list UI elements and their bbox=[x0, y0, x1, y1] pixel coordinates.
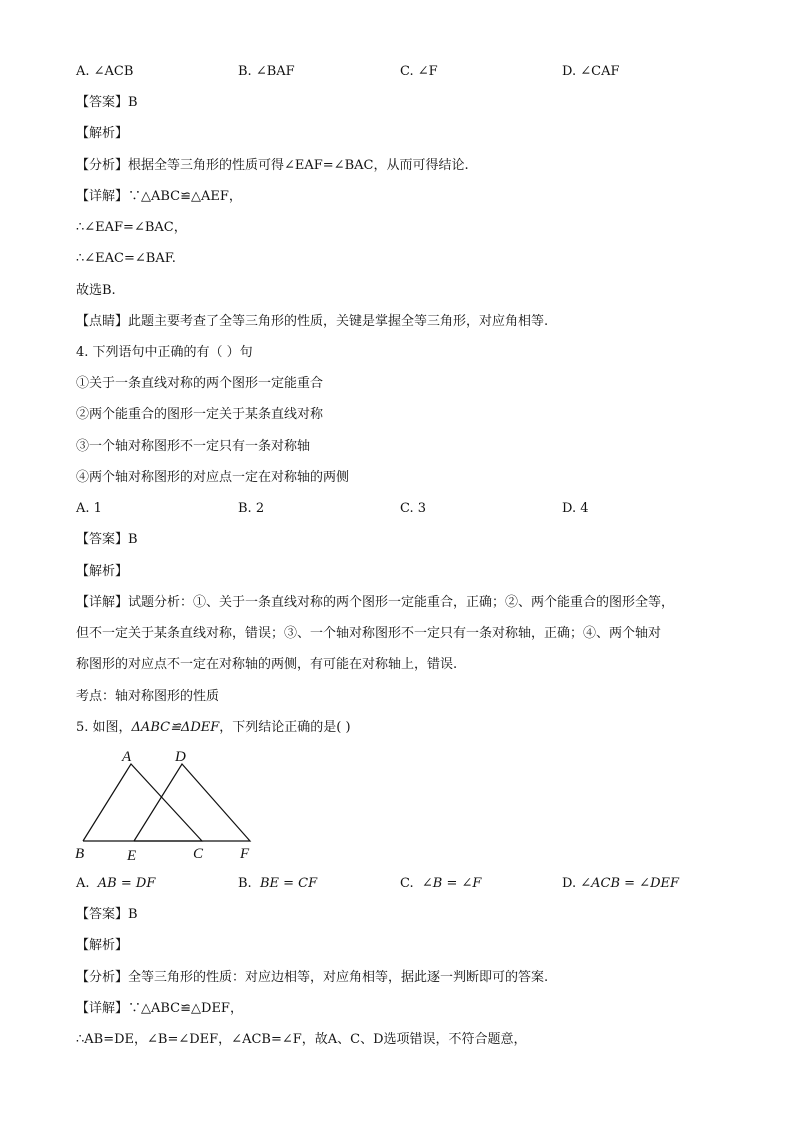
q3-fenxi: 【分析】根据全等三角形的性质可得∠EAF=∠BAC，从而可得结论. bbox=[76, 158, 469, 173]
q3-option-c: C. ∠F bbox=[400, 64, 438, 79]
q5-option-d-letter: D. bbox=[562, 876, 577, 891]
q4-statement: ①关于一条直线对称的两个图形一定能重合 bbox=[76, 376, 324, 391]
q4-detail-line: 【详解】试题分析：①、关于一条直线对称的两个图形一定能重合，正确；②、两个能重合的图形全等， bbox=[76, 595, 675, 610]
label-c: C bbox=[193, 846, 204, 862]
q4-answer: 【答案】B bbox=[76, 532, 138, 547]
q5-stem-prefix: 5. 如图， bbox=[76, 720, 132, 735]
q4-statement: ④两个轴对称图形的对应点一定在对称轴的两侧 bbox=[76, 470, 350, 485]
q5-option-a-letter: A. bbox=[76, 876, 90, 891]
q3-answer: 【答案】B bbox=[76, 95, 138, 110]
q5-stem-math: ΔABC≌ΔDEF bbox=[131, 720, 220, 735]
q5-fenxi: 【分析】全等三角形的性质：对应边相等，对应角相等，据此逐一判断即可的答案. bbox=[76, 970, 549, 985]
q5-option-b-letter: B. bbox=[238, 876, 252, 891]
q5-option-d bbox=[562, 875, 679, 893]
q4-detail-line: 但不一定关于某条直线对称，错误；③、一个轴对称图形不一定只有一条对称轴，正确；④、两个轴对 bbox=[76, 626, 662, 641]
label-a: A bbox=[122, 749, 132, 765]
q3-dianjing: 【点睛】此题主要考查了全等三角形的性质，关键是掌握全等三角形，对应角相等. bbox=[76, 314, 549, 329]
q5-option-c-letter: C. bbox=[400, 876, 414, 891]
q4-statement: ②两个能重合的图形一定关于某条直线对称 bbox=[76, 407, 324, 422]
q3-analysis-heading: 【解析】 bbox=[76, 126, 129, 141]
q5-stem-suffix: ，下列结论正确的是( ) bbox=[219, 720, 351, 735]
triangle-abc bbox=[83, 764, 202, 841]
q4-kaodian: 考点：轴对称图形的性质 bbox=[76, 689, 220, 704]
label-f: F bbox=[240, 846, 250, 862]
q5-option-b-math: BE = CF bbox=[259, 876, 318, 891]
q3-detail-line: ∴∠EAF=∠BAC， bbox=[76, 220, 187, 235]
q4-statement: ③一个轴对称图形不一定只有一条对称轴 bbox=[76, 439, 311, 454]
q5-option-a-math: AB = DF bbox=[97, 876, 156, 891]
q5-option-b bbox=[238, 875, 317, 893]
q4-analysis-heading: 【解析】 bbox=[76, 564, 129, 579]
q4-stem: 4. 下列语句中正确的有（ ）句 bbox=[76, 345, 253, 360]
label-b: B bbox=[75, 846, 85, 862]
q3-detail-line: 【详解】∵△ABC≌△AEF， bbox=[76, 189, 242, 204]
q5-options bbox=[76, 875, 716, 893]
q3-option-d: D. ∠CAF bbox=[562, 64, 620, 79]
q4-option-d: D. 4 bbox=[562, 501, 589, 516]
q5-answer: 【答案】B bbox=[76, 907, 138, 922]
q5-detail-line: 【详解】∵△ABC≌△DEF， bbox=[76, 1001, 243, 1016]
q5-option-a bbox=[76, 875, 155, 893]
q4-options bbox=[76, 500, 716, 518]
q3-options bbox=[76, 63, 716, 81]
q4-option-a: A. 1 bbox=[76, 501, 102, 516]
q5-option-c bbox=[400, 875, 481, 893]
q5-option-d-math: ∠ACB = ∠DEF bbox=[580, 876, 679, 891]
q5-option-c-math: ∠B = ∠F bbox=[421, 876, 482, 891]
q3-detail-line: ∴∠EAC=∠BAF. bbox=[76, 251, 176, 266]
triangle-figure bbox=[74, 744, 264, 866]
label-e: E bbox=[127, 848, 137, 864]
q5-detail-line: ∴AB=DE，∠B=∠DEF，∠ACB=∠F，故A、C、D选项错误，不符合题意， bbox=[76, 1032, 527, 1047]
q5-analysis-heading: 【解析】 bbox=[76, 938, 129, 953]
q4-detail-line: 称图形的对应点不一定在对称轴的两侧，有可能在对称轴上，错误. bbox=[76, 657, 458, 672]
label-d: D bbox=[175, 749, 186, 765]
q3-option-b: B. ∠BAF bbox=[238, 64, 295, 79]
q3-option-a: A. ∠ACB bbox=[76, 64, 134, 79]
q4-option-c: C. 3 bbox=[400, 501, 427, 516]
q5-stem bbox=[76, 719, 351, 737]
q3-detail-line: 故选B. bbox=[76, 283, 116, 298]
q4-option-b: B. 2 bbox=[238, 501, 265, 516]
